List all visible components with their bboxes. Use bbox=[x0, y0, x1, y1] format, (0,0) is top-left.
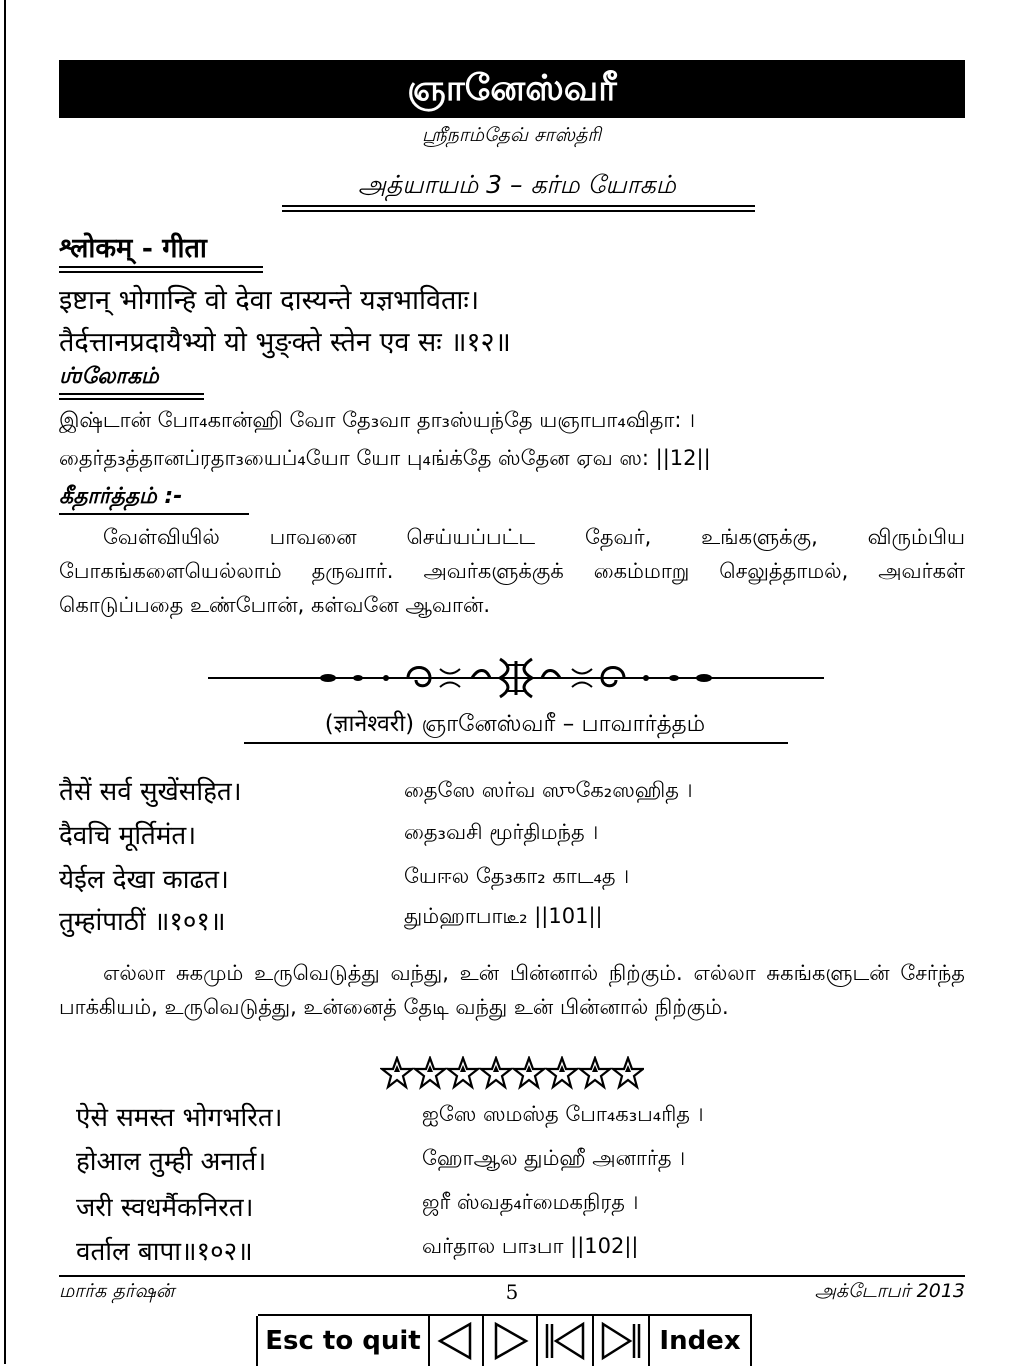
next-page-icon bbox=[490, 1321, 530, 1361]
meaning-heading: கீதார்த்தம் :- bbox=[59, 484, 183, 509]
sloka-heading: श्लोकम् - गीता bbox=[59, 233, 207, 264]
chapter-underline bbox=[282, 210, 755, 212]
sloka-line: तैर्दत्तानप्रदायैभ्यो यो भुङ्क्ते स्तेन एव सः ॥१२॥ bbox=[59, 327, 511, 358]
verse-marathi-line: तैसें सर्व सुखेंसहित। bbox=[59, 777, 242, 807]
next-page-button[interactable] bbox=[482, 1316, 538, 1366]
page-title: ஞானேஸ்வரீ bbox=[59, 60, 965, 118]
footer-rule bbox=[59, 1275, 965, 1277]
verse-marathi-line: दैवचि मूर्तिमंत। bbox=[59, 821, 197, 851]
star-icon bbox=[382, 1058, 412, 1087]
issue-date: அக்டோபர் 2013 bbox=[814, 1280, 965, 1302]
sloka-heading-underline bbox=[59, 271, 263, 273]
meaning-text: வேள்வியில் பாவனை செய்யப்பட்ட தேவர், உங்களுக்கு, விரும்பிய போகங்களையெல்லாம் தருவார். அவர்களுக்குக் கைம்மாறு செலுத்தாமல், அவர்கள் கொடுப்பதை உண்போன், கள்வனே ஆவான். bbox=[59, 525, 965, 617]
prev-page-icon bbox=[436, 1321, 476, 1361]
verse-marathi-line: येईल देखा काढत। bbox=[59, 865, 229, 895]
verse-tamil-line: வர்தால பா₃பா ||102|| bbox=[422, 1234, 639, 1258]
last-page-button[interactable] bbox=[592, 1316, 650, 1366]
verse-marathi-line: होआल तुम्ही अनार्त। bbox=[76, 1147, 267, 1177]
verse-tamil-line: தை₃வசி மூர்திமந்த । bbox=[404, 820, 599, 844]
first-page-icon bbox=[543, 1321, 587, 1361]
verse-marathi-line: ऐसे समस्त भोगभरित। bbox=[76, 1103, 283, 1133]
index-button[interactable]: Index bbox=[648, 1316, 752, 1366]
meaning-heading-underline bbox=[59, 513, 249, 515]
star-icon bbox=[415, 1058, 445, 1087]
esc-quit-button[interactable]: Esc to quit bbox=[256, 1316, 430, 1366]
star-icon bbox=[613, 1058, 643, 1087]
transliteration-heading: ஶ்லோகம் bbox=[59, 364, 159, 389]
subsection-underline bbox=[244, 742, 788, 744]
verse-tamil-line: தும்ஹாபாடீ₂ ||101|| bbox=[404, 904, 603, 928]
transliteration-heading-underline bbox=[59, 398, 204, 400]
chapter-underline bbox=[282, 205, 755, 207]
verse-tamil-line: தைஸே ஸர்வ ஸுகே₂ஸஹித । bbox=[404, 778, 693, 802]
verse-marathi-line: तुम्हांपाठीं ॥१०१॥ bbox=[59, 907, 226, 937]
verse-marathi-line: जरी स्वधर्मैकनिरत। bbox=[76, 1193, 254, 1223]
first-page-button[interactable] bbox=[536, 1316, 594, 1366]
navigation-bar bbox=[258, 1314, 752, 1366]
magazine-name: மார்க தர்ஷன் bbox=[59, 1280, 175, 1302]
star-icon bbox=[448, 1058, 478, 1087]
star-divider bbox=[380, 1056, 644, 1090]
transliteration-line: இஷ்டான் போ₄கான்ஹி வோ தே₃வா தா₃ஸ்யந்தே யஞாபா₄விதா: । bbox=[59, 408, 696, 432]
sloka-heading-underline bbox=[59, 266, 263, 268]
chapter-title: அத்யாயம் 3 – கர்ம யோகம் bbox=[358, 170, 676, 199]
star-icon bbox=[580, 1058, 610, 1087]
transliteration-heading-underline bbox=[59, 393, 204, 395]
explanation-text: எல்லா சுகமும் உருவெடுத்து வந்து, உன் பின்னால் நிற்கும். எல்லா சுகங்களுடன் சேர்ந்த பாக்கியம், உருவெடுத்து, உன்னைத் தேடி வந்து உன் பின்னால் நிற்கும். bbox=[59, 961, 965, 1019]
subsection-title: (ज्ञानेश्वरी) ஞானேஸ்வரீ – பாவார்த்தம் bbox=[324, 711, 706, 737]
verse-tamil-line: ஜரீ ஸ்வத₄ர்மைகநிரத । bbox=[422, 1190, 639, 1214]
star-icon bbox=[514, 1058, 544, 1087]
explanation-paragraph bbox=[59, 956, 965, 1024]
verse-marathi-line: वर्ताल बापा॥१०२॥ bbox=[76, 1237, 253, 1267]
sloka-line: इष्टान् भोगान्हि वो देवा दास्यन्ते यज्ञभाविताः। bbox=[59, 285, 480, 316]
transliteration-line: தைர்த₃த்தானப்ரதா₃யைப்₄யோ யோ பு₄ங்க்தே ஸ்தேன ஏவ ஸ: ||12|| bbox=[59, 446, 711, 470]
star-icon bbox=[547, 1058, 577, 1087]
page-number: 5 bbox=[505, 1280, 519, 1304]
verse-tamil-line: ஹோஆல தும்ஹீ அனார்த । bbox=[422, 1146, 686, 1170]
page-border bbox=[4, 0, 6, 1364]
meaning-paragraph bbox=[59, 520, 965, 622]
prev-page-button[interactable] bbox=[428, 1316, 484, 1366]
ornament-divider bbox=[208, 655, 824, 701]
last-page-icon bbox=[599, 1321, 643, 1361]
verse-tamil-line: யேஈல தே₃கா₂ காட₄த । bbox=[404, 864, 630, 888]
author-name: ஸ்ரீநாம்தேவ் சாஸ்த்ரி bbox=[421, 124, 602, 146]
star-icon bbox=[481, 1058, 511, 1087]
verse-tamil-line: ஐஸே ஸமஸ்த போ₄க₃ப₄ரித । bbox=[422, 1102, 704, 1126]
